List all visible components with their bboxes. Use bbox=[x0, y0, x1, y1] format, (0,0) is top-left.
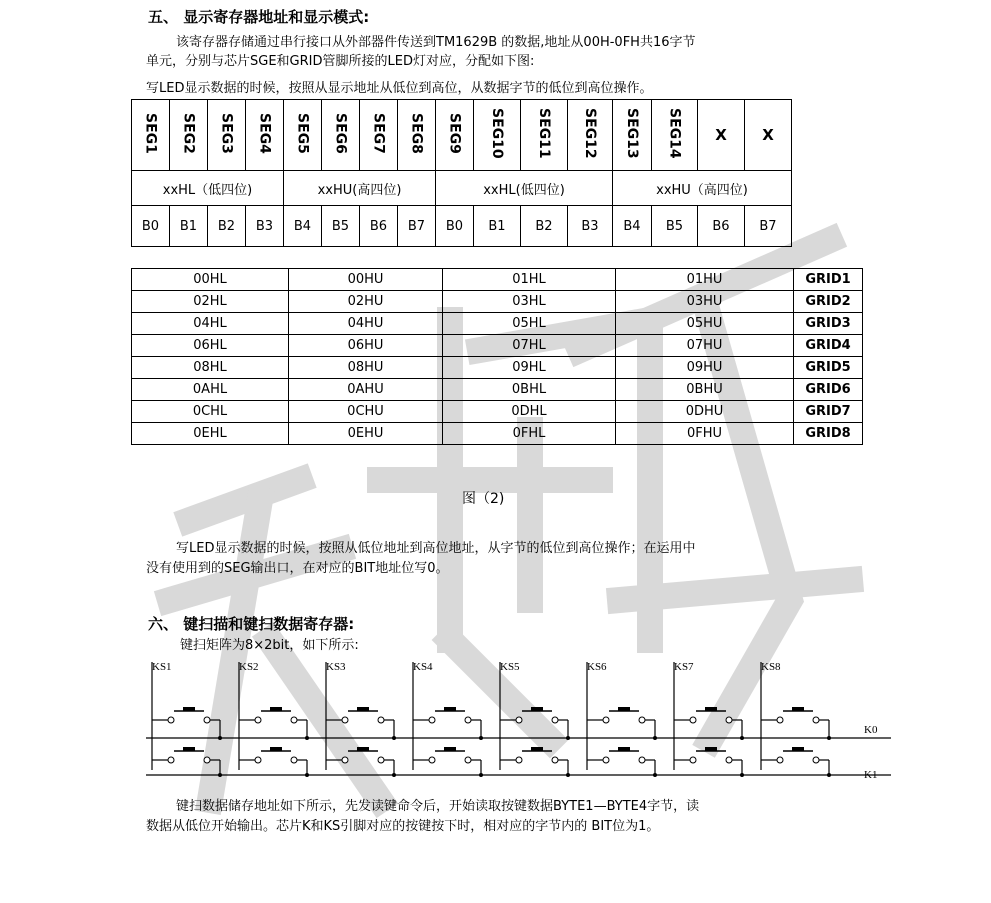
switch-button bbox=[444, 707, 456, 711]
nibble-header-cell: xxHU（高四位) bbox=[613, 171, 792, 206]
switch-contact bbox=[726, 717, 732, 723]
address-cell: 08HU bbox=[289, 357, 443, 379]
grid-label-cell: GRID4 bbox=[794, 335, 863, 357]
switch-contact bbox=[255, 717, 261, 723]
k1-label: K1 bbox=[864, 769, 878, 781]
switch-contact bbox=[342, 757, 348, 763]
nibble-header-cell: xxHU(高四位) bbox=[284, 171, 436, 206]
seg-header-cell: X bbox=[745, 100, 792, 171]
section6-para-line1: 键扫数据储存地址如下所示，先发读键命令后，开始读取按键数据BYTE1—BYTE4字节，读 bbox=[176, 799, 700, 814]
ks-label: KS6 bbox=[587, 661, 607, 673]
junction-dot bbox=[827, 736, 831, 740]
table-row bbox=[132, 335, 863, 357]
switch-contact bbox=[429, 757, 435, 763]
junction-dot bbox=[566, 736, 570, 740]
nibble-header-cell: xxHL（低四位) bbox=[132, 171, 284, 206]
bit-header-cell: B6 bbox=[698, 206, 745, 247]
switch-button bbox=[357, 747, 369, 751]
bit-header-cell: B2 bbox=[208, 206, 246, 247]
bit-header-cell: B2 bbox=[521, 206, 568, 247]
address-cell: 0CHL bbox=[132, 401, 289, 423]
junction-dot bbox=[392, 736, 396, 740]
grid-label-cell: GRID1 bbox=[794, 269, 863, 291]
seg-header-cell: SEG7 bbox=[360, 100, 398, 171]
bit-header-cell: B1 bbox=[170, 206, 208, 247]
section5-para1-line2: 单元，分别与芯片SGE和GRID管脚所接的LED灯对应，分配如下图: bbox=[146, 54, 535, 69]
seg-header-cell: SEG1 bbox=[132, 100, 170, 171]
ks-label: KS8 bbox=[761, 661, 781, 673]
switch-button bbox=[618, 707, 630, 711]
address-cell: 01HU bbox=[616, 269, 794, 291]
junction-dot bbox=[479, 736, 483, 740]
switch-contact bbox=[639, 717, 645, 723]
bit-header-cell: B4 bbox=[613, 206, 652, 247]
switch-contact bbox=[516, 717, 522, 723]
figure-caption: 图（2) bbox=[462, 491, 505, 507]
switch-button bbox=[270, 707, 282, 711]
k0-label: K0 bbox=[864, 724, 878, 736]
address-cell: 07HL bbox=[443, 335, 616, 357]
address-cell: 0EHL bbox=[132, 423, 289, 445]
address-cell: 0CHU bbox=[289, 401, 443, 423]
address-cell: 0DHL bbox=[443, 401, 616, 423]
switch-contact bbox=[378, 717, 384, 723]
address-cell: 03HU bbox=[616, 291, 794, 313]
address-cell: 00HU bbox=[289, 269, 443, 291]
address-cell: 0BHU bbox=[616, 379, 794, 401]
table-row bbox=[132, 269, 863, 291]
nibble-header-row bbox=[132, 171, 792, 206]
address-cell: 01HL bbox=[443, 269, 616, 291]
ks-label: KS5 bbox=[500, 661, 520, 673]
junction-dot bbox=[827, 773, 831, 777]
key-matrix-diagram bbox=[146, 660, 896, 790]
section5-para1-line1: 该寄存器存储通过串行接口从外部器件传送到TM1629B 的数据,地址从00H-0FH共16字节 bbox=[176, 35, 696, 50]
grid-label-cell: GRID2 bbox=[794, 291, 863, 313]
switch-button bbox=[270, 747, 282, 751]
seg-header-cell: SEG4 bbox=[246, 100, 284, 171]
junction-dot bbox=[305, 773, 309, 777]
seg-header-cell: SEG14 bbox=[652, 100, 698, 171]
seg-header-cell: SEG13 bbox=[613, 100, 652, 171]
key-columns bbox=[152, 661, 831, 777]
seg-header-cell: SEG2 bbox=[170, 100, 208, 171]
address-cell: 06HU bbox=[289, 335, 443, 357]
switch-button bbox=[183, 747, 195, 751]
section5-para2-line1: 写LED显示数据的时候，按照从低位地址到高位地址，从字节的低位到高位操作；在运用中 bbox=[176, 541, 696, 556]
address-cell: 0EHU bbox=[289, 423, 443, 445]
bit-header-cell: B3 bbox=[246, 206, 284, 247]
seg-header-cell: SEG10 bbox=[474, 100, 521, 171]
ks-label: KS1 bbox=[152, 661, 172, 673]
address-cell: 0BHL bbox=[443, 379, 616, 401]
switch-contact bbox=[777, 757, 783, 763]
grid-label-cell: GRID7 bbox=[794, 401, 863, 423]
switch-contact bbox=[777, 717, 783, 723]
address-cell: 05HU bbox=[616, 313, 794, 335]
segment-header-table bbox=[131, 99, 792, 247]
seg-header-cell: SEG5 bbox=[284, 100, 322, 171]
switch-contact bbox=[726, 757, 732, 763]
table-row bbox=[132, 401, 863, 423]
seg-header-cell: X bbox=[698, 100, 745, 171]
address-cell: 0AHL bbox=[132, 379, 289, 401]
junction-dot bbox=[218, 773, 222, 777]
switch-contact bbox=[603, 717, 609, 723]
grid-label-cell: GRID6 bbox=[794, 379, 863, 401]
switch-button bbox=[705, 747, 717, 751]
junction-dot bbox=[305, 736, 309, 740]
seg-header-cell: SEG8 bbox=[398, 100, 436, 171]
junction-dot bbox=[479, 773, 483, 777]
switch-contact bbox=[342, 717, 348, 723]
table-row bbox=[132, 291, 863, 313]
switch-contact bbox=[378, 757, 384, 763]
address-cell: 0FHU bbox=[616, 423, 794, 445]
bit-header-cell: B5 bbox=[652, 206, 698, 247]
bit-header-cell: B1 bbox=[474, 206, 521, 247]
junction-dot bbox=[653, 736, 657, 740]
switch-button bbox=[183, 707, 195, 711]
address-cell: 02HL bbox=[132, 291, 289, 313]
address-cell: 09HU bbox=[616, 357, 794, 379]
junction-dot bbox=[740, 736, 744, 740]
table-row bbox=[132, 423, 863, 445]
seg-header-cell: SEG9 bbox=[436, 100, 474, 171]
seg-header-row bbox=[132, 100, 792, 171]
nibble-header-cell: xxHL(低四位) bbox=[436, 171, 613, 206]
bit-header-row bbox=[132, 206, 792, 247]
junction-dot bbox=[566, 773, 570, 777]
switch-button bbox=[618, 747, 630, 751]
switch-contact bbox=[603, 757, 609, 763]
switch-contact bbox=[813, 757, 819, 763]
address-cell: 09HL bbox=[443, 357, 616, 379]
address-cell: 03HL bbox=[443, 291, 616, 313]
bit-header-cell: B5 bbox=[322, 206, 360, 247]
table-row bbox=[132, 357, 863, 379]
address-cell: 05HL bbox=[443, 313, 616, 335]
bit-header-cell: B0 bbox=[132, 206, 170, 247]
ks-label: KS3 bbox=[326, 661, 346, 673]
switch-button bbox=[531, 707, 543, 711]
junction-dot bbox=[653, 773, 657, 777]
bit-header-cell: B0 bbox=[436, 206, 474, 247]
ks-label: KS4 bbox=[413, 661, 433, 673]
ks-label: KS7 bbox=[674, 661, 694, 673]
switch-contact bbox=[552, 757, 558, 763]
table-row bbox=[132, 379, 863, 401]
section6-matrix-line: 键扫矩阵为8×2bit，如下所示: bbox=[180, 638, 359, 653]
address-cell: 02HU bbox=[289, 291, 443, 313]
section5-para1-line3: 写LED显示数据的时候，按照从显示地址从低位到高位，从数据字节的低位到高位操作。 bbox=[146, 81, 653, 96]
switch-contact bbox=[204, 717, 210, 723]
seg-header-cell: SEG6 bbox=[322, 100, 360, 171]
switch-contact bbox=[291, 757, 297, 763]
switch-contact bbox=[291, 717, 297, 723]
seg-header-cell: SEG12 bbox=[568, 100, 613, 171]
address-cell: 06HL bbox=[132, 335, 289, 357]
switch-button bbox=[444, 747, 456, 751]
address-cell: 0FHL bbox=[443, 423, 616, 445]
switch-contact bbox=[552, 717, 558, 723]
address-cell: 04HU bbox=[289, 313, 443, 335]
junction-dot bbox=[392, 773, 396, 777]
switch-contact bbox=[429, 717, 435, 723]
junction-dot bbox=[218, 736, 222, 740]
switch-contact bbox=[813, 717, 819, 723]
switch-contact bbox=[465, 717, 471, 723]
section6-para-line2: 数据从低位开始输出。芯片K和KS引脚对应的按键按下时，相对应的字节内的 BIT位为1。 bbox=[146, 819, 660, 834]
switch-contact bbox=[168, 757, 174, 763]
section5-para2-line2: 没有使用到的SEG输出口，在对应的BIT地址位写0。 bbox=[146, 561, 449, 576]
switch-button bbox=[705, 707, 717, 711]
switch-contact bbox=[204, 757, 210, 763]
switch-contact bbox=[639, 757, 645, 763]
seg-header-cell: SEG3 bbox=[208, 100, 246, 171]
ks-label: KS2 bbox=[239, 661, 259, 673]
section6-heading: 六、 键扫描和键扫数据寄存器: bbox=[148, 615, 355, 633]
table-row bbox=[132, 313, 863, 335]
switch-contact bbox=[690, 757, 696, 763]
seg-header-cell: SEG11 bbox=[521, 100, 568, 171]
switch-button bbox=[357, 707, 369, 711]
bit-header-cell: B6 bbox=[360, 206, 398, 247]
bit-header-cell: B4 bbox=[284, 206, 322, 247]
switch-button bbox=[792, 707, 804, 711]
address-cell: 08HL bbox=[132, 357, 289, 379]
grid-label-cell: GRID5 bbox=[794, 357, 863, 379]
section5-heading: 五、 显示寄存器地址和显示模式: bbox=[148, 8, 370, 26]
switch-contact bbox=[690, 717, 696, 723]
grid-label-cell: GRID3 bbox=[794, 313, 863, 335]
switch-contact bbox=[465, 757, 471, 763]
address-cell: 07HU bbox=[616, 335, 794, 357]
switch-contact bbox=[168, 717, 174, 723]
grid-address-table bbox=[131, 268, 863, 445]
address-cell: 04HL bbox=[132, 313, 289, 335]
switch-contact bbox=[516, 757, 522, 763]
bit-header-cell: B7 bbox=[398, 206, 436, 247]
switch-contact bbox=[255, 757, 261, 763]
bit-header-cell: B7 bbox=[745, 206, 792, 247]
address-cell: 0AHU bbox=[289, 379, 443, 401]
junction-dot bbox=[740, 773, 744, 777]
switch-button bbox=[531, 747, 543, 751]
grid-label-cell: GRID8 bbox=[794, 423, 863, 445]
address-cell: 0DHU bbox=[616, 401, 794, 423]
bit-header-cell: B3 bbox=[568, 206, 613, 247]
address-cell: 00HL bbox=[132, 269, 289, 291]
switch-button bbox=[792, 747, 804, 751]
